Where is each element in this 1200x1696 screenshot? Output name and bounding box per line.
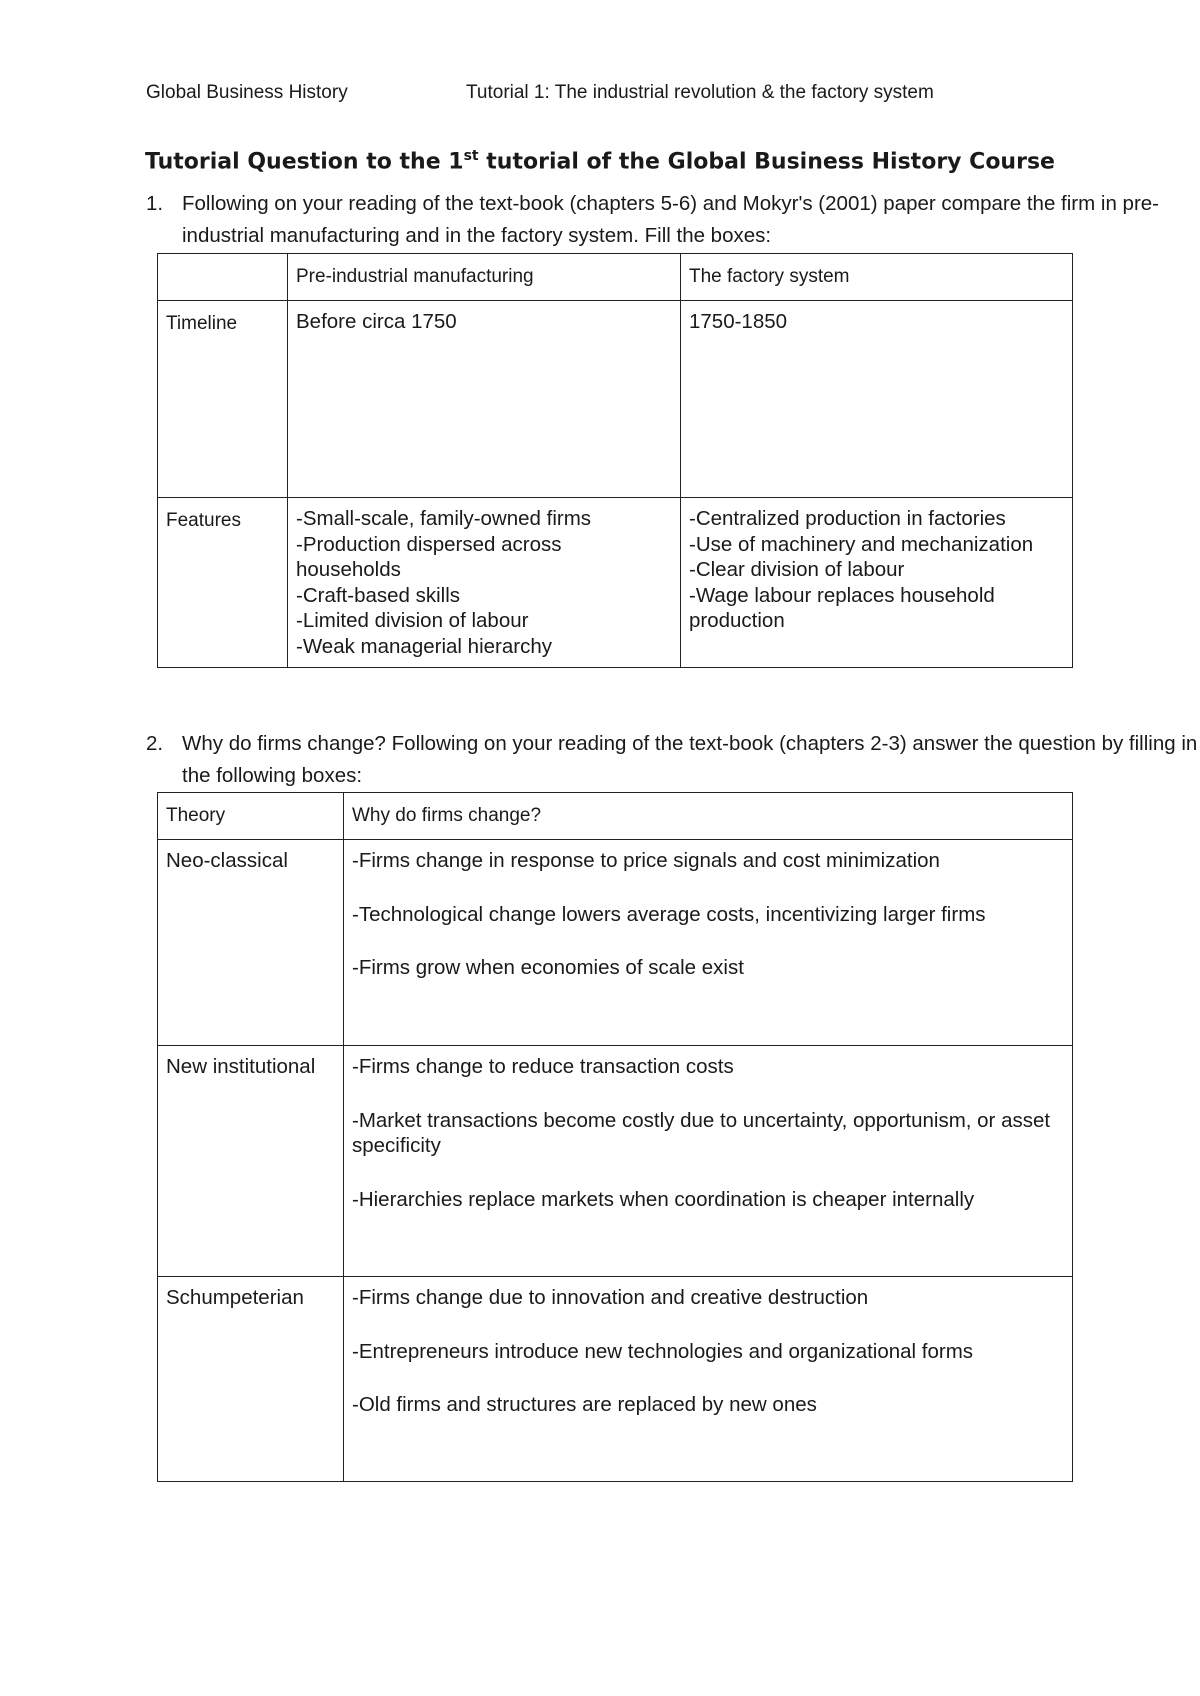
list-item: -Firms change to reduce transaction costs bbox=[352, 1055, 734, 1078]
table-row-new-institutional bbox=[158, 1046, 1073, 1277]
list-item: -Firms change due to innovation and creative destruction bbox=[352, 1286, 869, 1309]
theory-table bbox=[157, 792, 1073, 1482]
table-row-schumpeterian bbox=[158, 1277, 1073, 1482]
theory-header-row bbox=[158, 793, 1073, 840]
theory-cell-schumpeterian bbox=[344, 1277, 1073, 1482]
page-title bbox=[0, 148, 1200, 174]
list-item: -Hierarchies replace markets when coordination is cheaper internally bbox=[352, 1187, 975, 1211]
question-1-number: 1. bbox=[146, 192, 164, 215]
list-item: -Craft-based skills bbox=[296, 583, 461, 607]
comparison-header-empty bbox=[158, 254, 288, 301]
list-item: -Market transactions become costly due to uncertainty, opportunism, or asset specificity bbox=[352, 1108, 1051, 1157]
row-label-timeline: Timeline bbox=[158, 301, 288, 498]
list-item: -Limited division of labour bbox=[296, 609, 529, 632]
theory-label-schumpeterian: Schumpeterian bbox=[158, 1277, 344, 1482]
cell-text: 1750-1850 bbox=[689, 310, 788, 333]
comparison-table bbox=[157, 253, 1073, 668]
theory-header-theory: Theory bbox=[158, 793, 344, 840]
title-suffix: tutorial of the Global Business History Course bbox=[478, 149, 1055, 175]
table-row-timeline bbox=[158, 301, 1073, 498]
table-row-features bbox=[158, 498, 1073, 668]
cell-features-pre bbox=[288, 498, 681, 668]
list-item: -Small-scale, family-owned firms bbox=[296, 507, 592, 530]
theory-header-why: Why do firms change? bbox=[344, 793, 1073, 840]
list-item: -Weak managerial hierarchy bbox=[296, 634, 552, 658]
list-item: -Technological change lowers average costs, incentivizing larger firms bbox=[352, 902, 986, 926]
question-2-number: 2. bbox=[146, 732, 164, 755]
table-row-neo-classical bbox=[158, 840, 1073, 1046]
theory-label-neo-classical: Neo-classical bbox=[158, 840, 344, 1046]
list-item: -Centralized production in factories bbox=[689, 507, 1006, 530]
list-item: -Entrepreneurs introduce new technologies and organizational forms bbox=[352, 1339, 974, 1363]
header-course-name: Global Business History bbox=[146, 82, 348, 103]
title-superscript: st bbox=[463, 148, 479, 164]
list-item: -Firms change in response to price signals and cost minimization bbox=[352, 849, 940, 872]
cell-timeline-factory bbox=[681, 301, 1073, 498]
list-item: -Clear division of labour bbox=[689, 558, 905, 581]
title-prefix: Tutorial Question to the 1 bbox=[145, 149, 464, 175]
cell-text: Before circa 1750 bbox=[296, 310, 457, 333]
question-1-text: Following on your reading of the text-book (chapters 5-6) and Mokyr's (2001) paper compare the firm in pre-industrial manufacturing and in the factory system. Fill the boxes: bbox=[182, 192, 1159, 247]
list-item: -Wage labour replaces household production bbox=[689, 583, 995, 632]
header-tutorial-name: Tutorial 1: The industrial revolution & the factory system bbox=[466, 82, 934, 103]
cell-timeline-pre bbox=[288, 301, 681, 498]
list-item: -Old firms and structures are replaced by new ones bbox=[352, 1393, 817, 1416]
comparison-header-row bbox=[158, 254, 1073, 301]
comparison-header-factory: The factory system bbox=[681, 254, 1073, 301]
theory-label-new-institutional: New institutional bbox=[158, 1046, 344, 1277]
theory-cell-neo-classical bbox=[344, 840, 1073, 1046]
list-item: -Production dispersed across households bbox=[296, 532, 562, 581]
list-item: -Use of machinery and mechanization bbox=[689, 532, 1034, 556]
row-label-features: Features bbox=[158, 498, 288, 668]
question-2-text: Why do firms change? Following on your reading of the text-book (chapters 2-3) answer the question by filling in the following boxes: bbox=[182, 732, 1198, 787]
cell-features-factory bbox=[681, 498, 1073, 668]
list-item: -Firms grow when economies of scale exist bbox=[352, 956, 744, 979]
comparison-header-pre-industrial: Pre-industrial manufacturing bbox=[288, 254, 681, 301]
theory-cell-new-institutional bbox=[344, 1046, 1073, 1277]
